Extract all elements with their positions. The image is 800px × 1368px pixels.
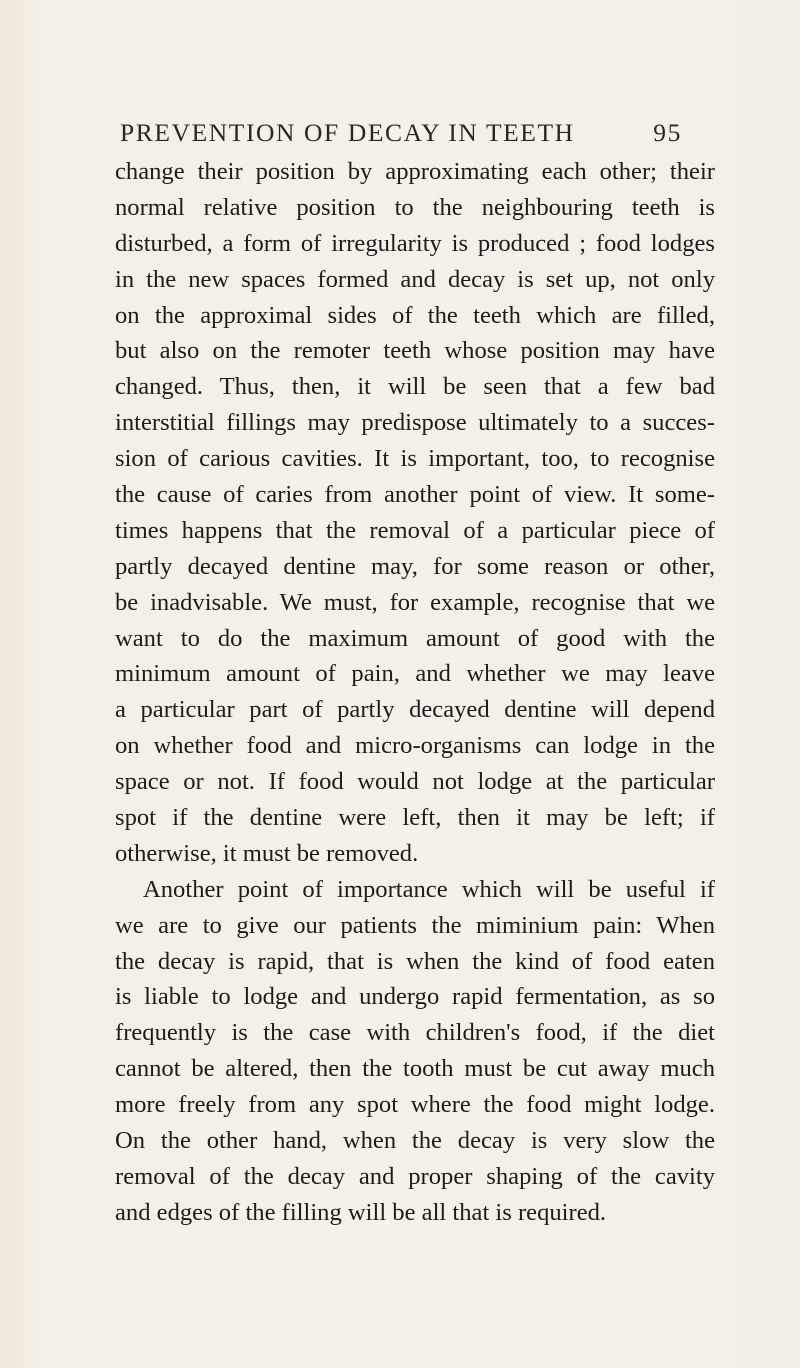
running-head — [112, 118, 692, 152]
text-line: frequently is the case with children's food, if the diet — [115, 1019, 715, 1047]
text-line: removal of the decay and proper shaping of the cavity — [115, 1162, 715, 1190]
text-line: change their position by approximating each other; their — [115, 158, 715, 185]
text-line: interstitial fillings may predispose ultimately to a succes- — [115, 409, 715, 437]
text-line: more freely from any spot where the food might lodge. — [115, 1091, 715, 1119]
text-line: sion of carious cavities. It is important, too, to recognise — [115, 445, 715, 473]
text-line: otherwise, it must be removed. — [115, 839, 419, 867]
text-line: spot if the dentine were left, then it may be left; if — [115, 804, 715, 832]
page-number: 95 — [653, 118, 682, 147]
text-line: changed. Thus, then, it will be seen that a few bad — [115, 373, 715, 401]
text-line: a particular part of partly decayed dentine will depend — [115, 696, 715, 724]
text-line: the cause of caries from another point of view. It some- — [115, 481, 715, 509]
text-line: partly decayed dentine may, for some reason or other, — [115, 552, 715, 580]
text-line: the decay is rapid, that is when the kind of food eaten — [115, 947, 715, 975]
text-line: normal relative position to the neighbouring teeth is — [115, 193, 715, 221]
text-line: be inadvisable. We must, for example, recognise that we — [115, 588, 715, 616]
text-line: Another point of importance which will be useful if — [143, 875, 715, 903]
body-text — [115, 154, 715, 1231]
text-line: cannot be altered, then the tooth must be cut away much — [115, 1055, 715, 1083]
text-line: we are to give our patients the miminium pain: When — [115, 911, 715, 939]
text-line: On the other hand, when the decay is very slow the — [115, 1127, 715, 1155]
text-line: and edges of the filling will be all that is required. — [115, 1198, 607, 1226]
text-line: in the new spaces formed and decay is set up, not only — [115, 265, 715, 293]
text-line: on whether food and micro-organisms can lodge in the — [115, 732, 715, 760]
text-line: want to do the maximum amount of good with the — [115, 624, 715, 652]
text-line: times happens that the removal of a particular piece of — [115, 516, 715, 544]
running-title: PREVENTION OF DECAY IN TEETH — [120, 118, 575, 147]
text-line: minimum amount of pain, and whether we may leave — [115, 660, 715, 688]
text-line: on the approximal sides of the teeth which are filled, — [115, 301, 715, 329]
text-line: disturbed, a form of irregularity is produced ; food lodges — [115, 229, 715, 257]
text-line: but also on the remoter teeth whose position may have — [115, 337, 715, 365]
text-line: space or not. If food would not lodge at the particular — [115, 768, 715, 796]
text-line: is liable to lodge and undergo rapid fermentation, as so — [115, 983, 715, 1011]
